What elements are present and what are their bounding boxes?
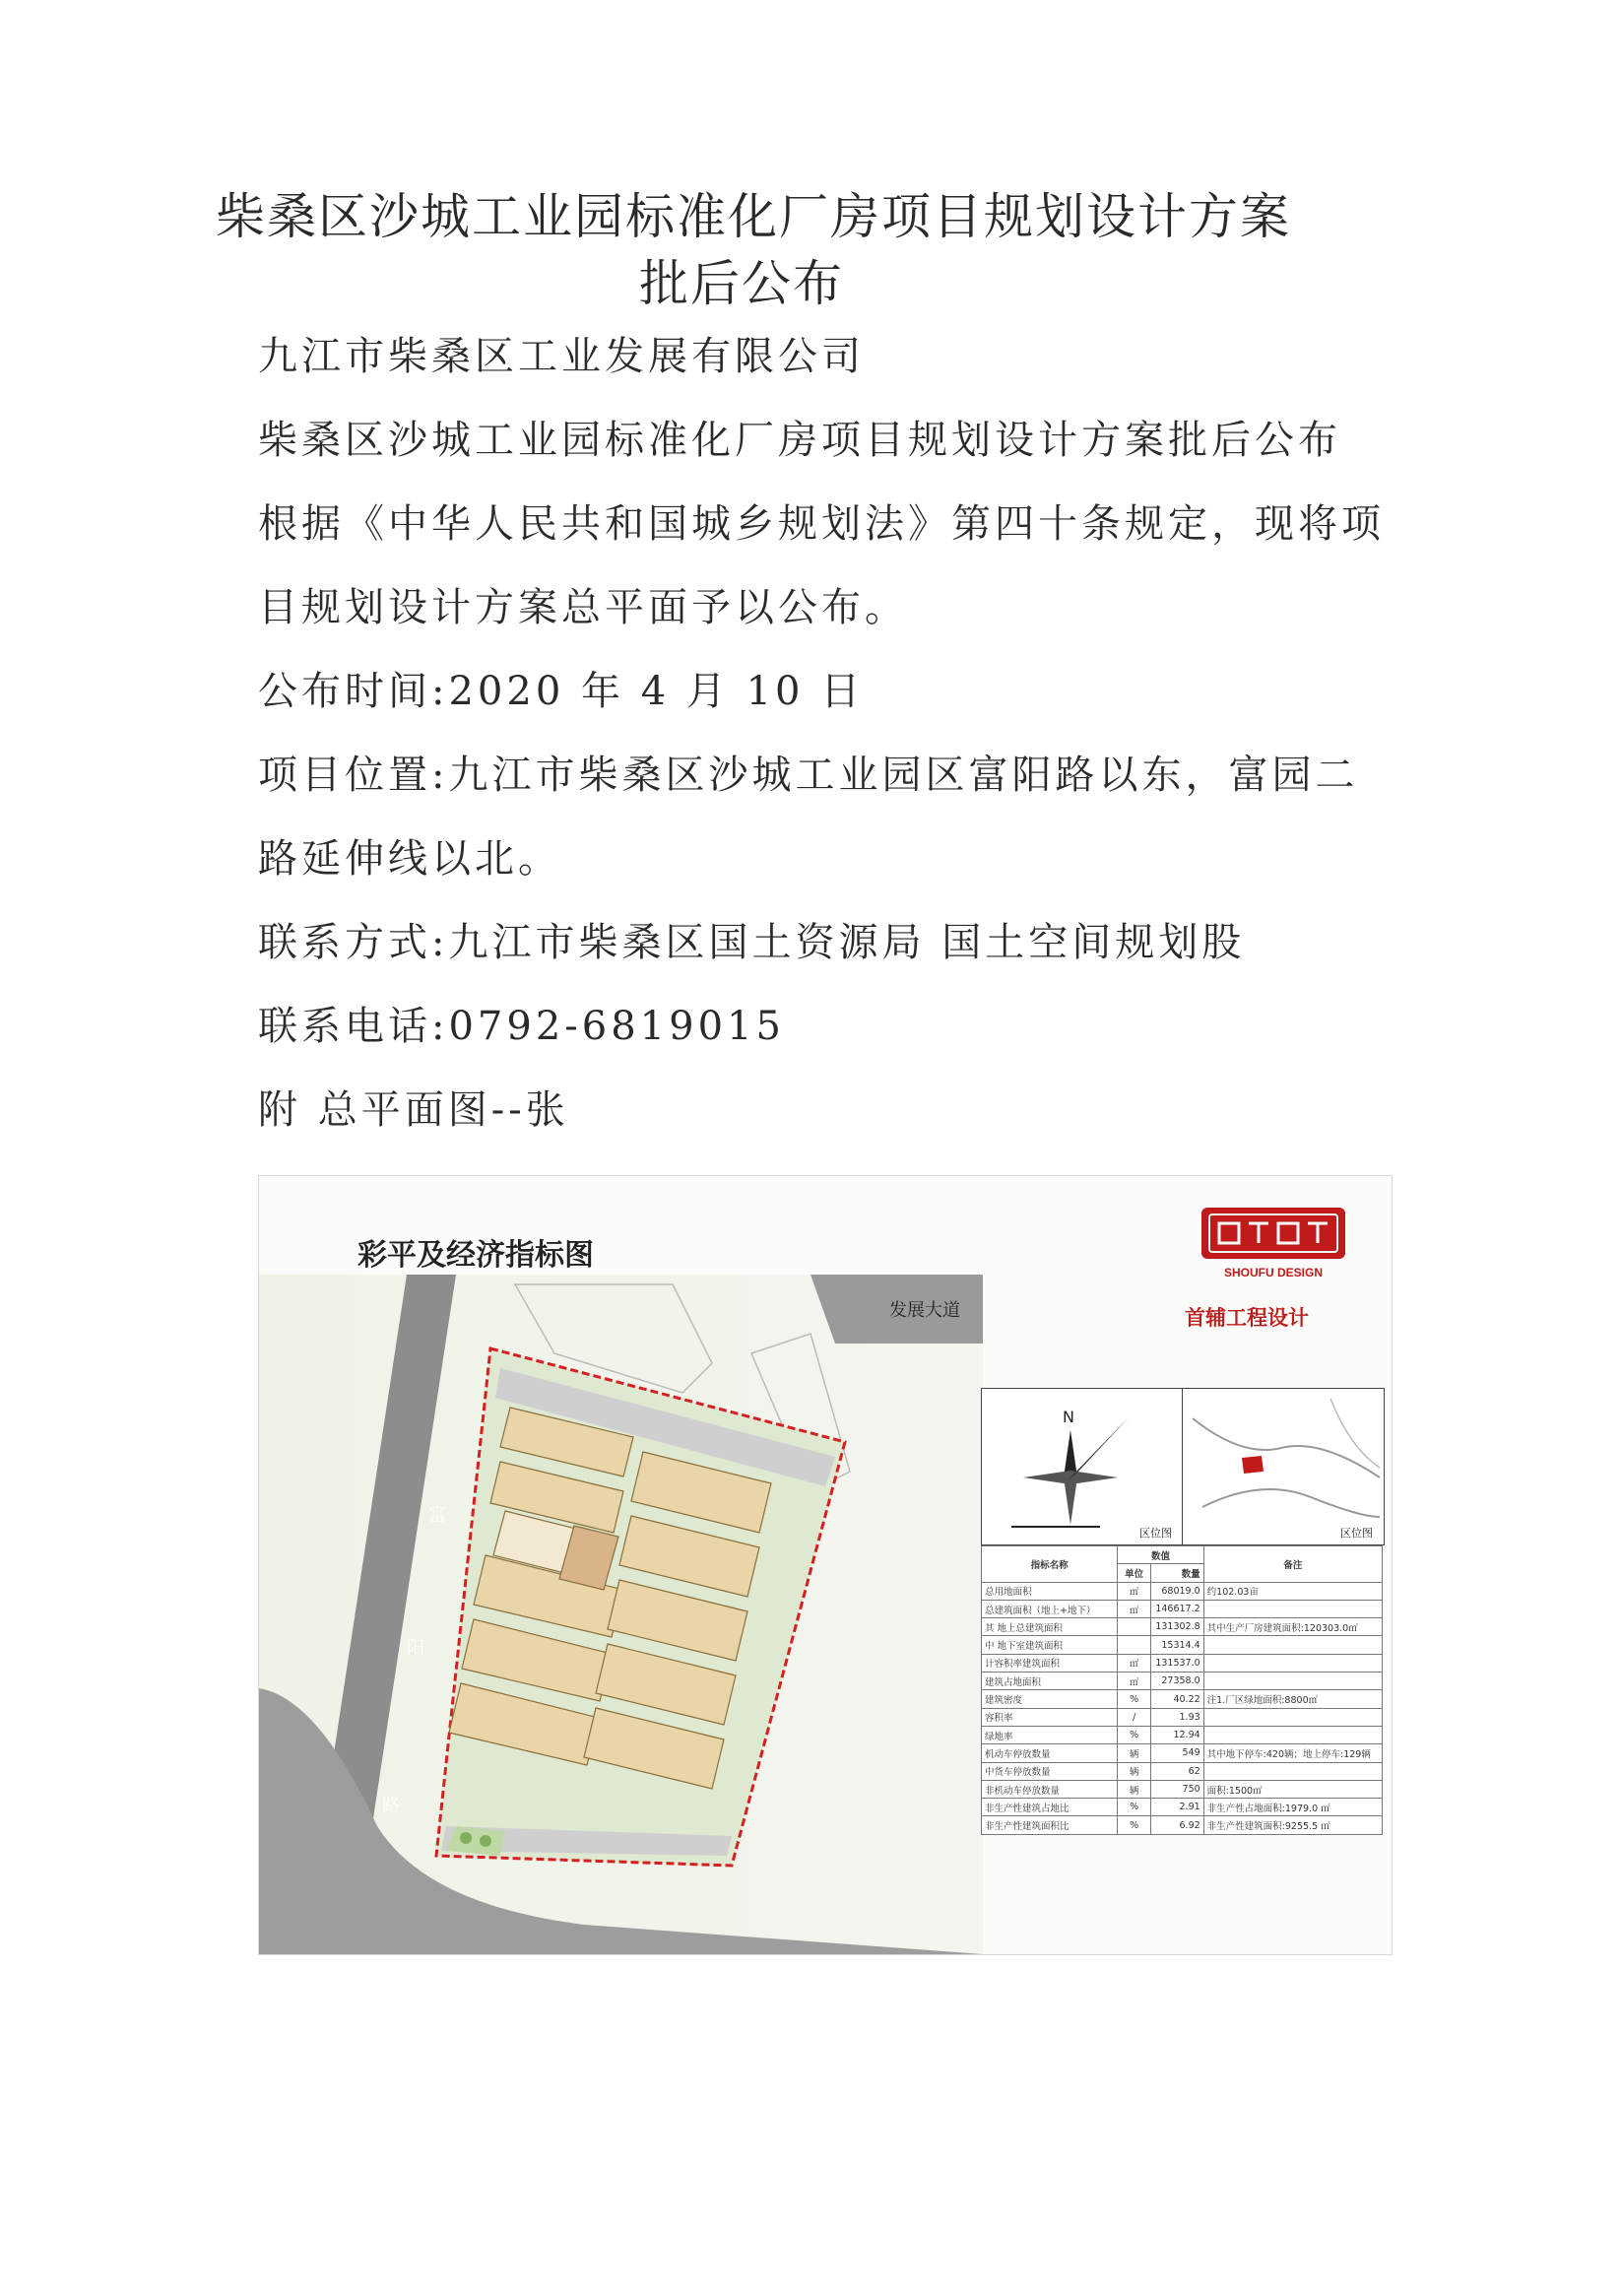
project-location-line2: 路延伸线以北。 bbox=[258, 836, 561, 882]
table-row bbox=[982, 1726, 1383, 1743]
table-row bbox=[982, 1708, 1383, 1726]
table-cell: 40.22 bbox=[1151, 1690, 1204, 1708]
header-amount: 数量 bbox=[1151, 1564, 1204, 1582]
table-cell: 62 bbox=[1151, 1762, 1204, 1780]
table-cell: 12.94 bbox=[1151, 1726, 1204, 1743]
table-cell: 建筑密度 bbox=[982, 1690, 1118, 1708]
table-cell bbox=[1118, 1618, 1151, 1636]
table-cell: 131302.8 bbox=[1151, 1618, 1204, 1636]
table-cell: 68019.0 bbox=[1151, 1582, 1204, 1600]
table-cell bbox=[1203, 1762, 1382, 1780]
table-row bbox=[982, 1780, 1383, 1798]
compass-north-label: N bbox=[1063, 1408, 1074, 1426]
table-header-row bbox=[982, 1546, 1383, 1564]
table-row bbox=[982, 1816, 1383, 1834]
notice-paragraph-line1: 根据《中华人民共和国城乡规划法》第四十条规定，现将项 bbox=[258, 501, 1385, 547]
table-cell bbox=[1203, 1673, 1382, 1690]
contact-phone: 联系电话:0792-6819015 bbox=[258, 1004, 785, 1049]
table-cell: 非机动车停放数量 bbox=[982, 1780, 1118, 1798]
table-cell: 146617.2 bbox=[1151, 1600, 1204, 1617]
table-row bbox=[982, 1673, 1383, 1690]
table-cell: / bbox=[1118, 1708, 1151, 1726]
table-row bbox=[982, 1636, 1383, 1654]
location-map-label: 区位图 bbox=[1139, 1527, 1172, 1540]
table-cell: 6.92 bbox=[1151, 1816, 1204, 1834]
location-map-label: 区位图 bbox=[1340, 1527, 1373, 1540]
table-row bbox=[982, 1744, 1383, 1762]
green-area bbox=[446, 1826, 505, 1856]
road-label-fu: 富 bbox=[428, 1505, 446, 1526]
publish-time: 公布时间:2020 年 4 月 10 日 bbox=[258, 669, 865, 714]
logo-english-text: SHOUFU DESIGN bbox=[1223, 1266, 1324, 1279]
site-plan-drawing bbox=[259, 1275, 983, 1954]
table-cell: 计容积率建筑面积 bbox=[982, 1654, 1118, 1672]
shoufu-design-logo bbox=[1200, 1206, 1347, 1284]
page-title-line1: 柴桑区沙城工业园标准化厂房项目规划设计方案 bbox=[216, 188, 1291, 245]
compass-rose-icon bbox=[1023, 1416, 1130, 1525]
contact-info: 联系方式:九江市柴桑区国土资源局 国土空间规划股 bbox=[258, 920, 1246, 965]
table-cell: 15314.4 bbox=[1151, 1636, 1204, 1654]
table-cell: 中 地下室建筑面积 bbox=[982, 1636, 1118, 1654]
table-cell: 其中地下停车:420辆；地上停车:129辆 bbox=[1203, 1744, 1382, 1762]
table-cell: 辆 bbox=[1118, 1744, 1151, 1762]
table-cell: 绿地率 bbox=[982, 1726, 1118, 1743]
table-cell: ㎡ bbox=[1118, 1673, 1151, 1690]
company-name: 九江市柴桑区工业发展有限公司 bbox=[258, 334, 865, 379]
table-row bbox=[982, 1690, 1383, 1708]
table-row bbox=[982, 1600, 1383, 1617]
page-title-line2: 批后公布 bbox=[639, 255, 844, 312]
table-cell: ㎡ bbox=[1118, 1654, 1151, 1672]
table-cell: 1.93 bbox=[1151, 1708, 1204, 1726]
table-row bbox=[982, 1618, 1383, 1636]
location-map-panel bbox=[1182, 1388, 1385, 1545]
site-plan-image bbox=[258, 1175, 1393, 1955]
table-cell: ㎡ bbox=[1118, 1600, 1151, 1617]
table-cell: 辆 bbox=[1118, 1762, 1151, 1780]
table-cell: 总用地面积 bbox=[982, 1582, 1118, 1600]
table-cell: 非生产性建筑占地比 bbox=[982, 1799, 1118, 1816]
header-remark: 备注 bbox=[1203, 1546, 1382, 1583]
table-row bbox=[982, 1582, 1383, 1600]
table-row bbox=[982, 1799, 1383, 1816]
header-name: 指标名称 bbox=[982, 1546, 1118, 1583]
table-cell bbox=[1118, 1636, 1151, 1654]
plan-title: 彩平及经济指标图 bbox=[357, 1238, 594, 1273]
table-row bbox=[982, 1654, 1383, 1672]
road-label-development-avenue: 发展大道 bbox=[889, 1300, 960, 1321]
attachment-note: 附 总平面图--张 bbox=[258, 1087, 569, 1133]
header-unit: 单位 bbox=[1118, 1564, 1151, 1582]
table-cell: % bbox=[1118, 1690, 1151, 1708]
table-cell bbox=[1203, 1708, 1382, 1726]
table-cell: 2.91 bbox=[1151, 1799, 1204, 1816]
notice-heading: 柴桑区沙城工业园标准化厂房项目规划设计方案批后公布 bbox=[258, 418, 1341, 463]
table-cell: 辆 bbox=[1118, 1780, 1151, 1798]
table-cell: 其中生产厂房建筑面积:120303.0㎡ bbox=[1203, 1618, 1382, 1636]
table-cell bbox=[1203, 1600, 1382, 1617]
table-cell: 约102.03亩 bbox=[1203, 1582, 1382, 1600]
table-cell: 27358.0 bbox=[1151, 1673, 1204, 1690]
table-cell: 总建筑面积（地上+地下） bbox=[982, 1600, 1118, 1617]
table-cell bbox=[1203, 1654, 1382, 1672]
table-cell: 750 bbox=[1151, 1780, 1204, 1798]
table-cell: 机动车停放数量 bbox=[982, 1744, 1118, 1762]
economic-indicators-table bbox=[981, 1545, 1383, 1835]
table-cell: ㎡ bbox=[1118, 1582, 1151, 1600]
table-row bbox=[982, 1762, 1383, 1780]
table-cell bbox=[1203, 1726, 1382, 1743]
north-arrow-panel bbox=[981, 1388, 1184, 1545]
project-location-line1: 项目位置:九江市柴桑区沙城工业园区富阳路以东，富园二 bbox=[258, 753, 1359, 798]
table-cell: 非生产性占地面积:1979.0 ㎡ bbox=[1203, 1799, 1382, 1816]
table-cell: 非生产性建筑面积:9255.5 ㎡ bbox=[1203, 1816, 1382, 1834]
table-cell: 其 地上总建筑面积 bbox=[982, 1618, 1118, 1636]
road-label-yang: 阳 bbox=[407, 1638, 424, 1659]
road-label-lu: 路 bbox=[382, 1796, 400, 1816]
table-cell: % bbox=[1118, 1816, 1151, 1834]
table-cell bbox=[1203, 1636, 1382, 1654]
table-cell: % bbox=[1118, 1726, 1151, 1743]
table-cell: % bbox=[1118, 1799, 1151, 1816]
site-location-marker bbox=[1242, 1456, 1264, 1474]
table-cell: 容积率 bbox=[982, 1708, 1118, 1726]
table-cell: 549 bbox=[1151, 1744, 1204, 1762]
header-value-group: 数值 bbox=[1118, 1546, 1203, 1564]
table-cell: 非生产性建筑面积比 bbox=[982, 1816, 1118, 1834]
table-cell: 中货车停放数量 bbox=[982, 1762, 1118, 1780]
table-cell: 建筑占地面积 bbox=[982, 1673, 1118, 1690]
notice-paragraph-line2: 目规划设计方案总平面予以公布。 bbox=[258, 585, 908, 630]
table-cell: 面积:1500㎡ bbox=[1203, 1780, 1382, 1798]
design-company-name: 首辅工程设计 bbox=[1185, 1306, 1309, 1330]
table-cell: 注1.厂区绿地面积:8800㎡ bbox=[1203, 1690, 1382, 1708]
tree-icon bbox=[460, 1832, 472, 1844]
table-cell: 131537.0 bbox=[1151, 1654, 1204, 1672]
tree-icon bbox=[480, 1835, 491, 1847]
